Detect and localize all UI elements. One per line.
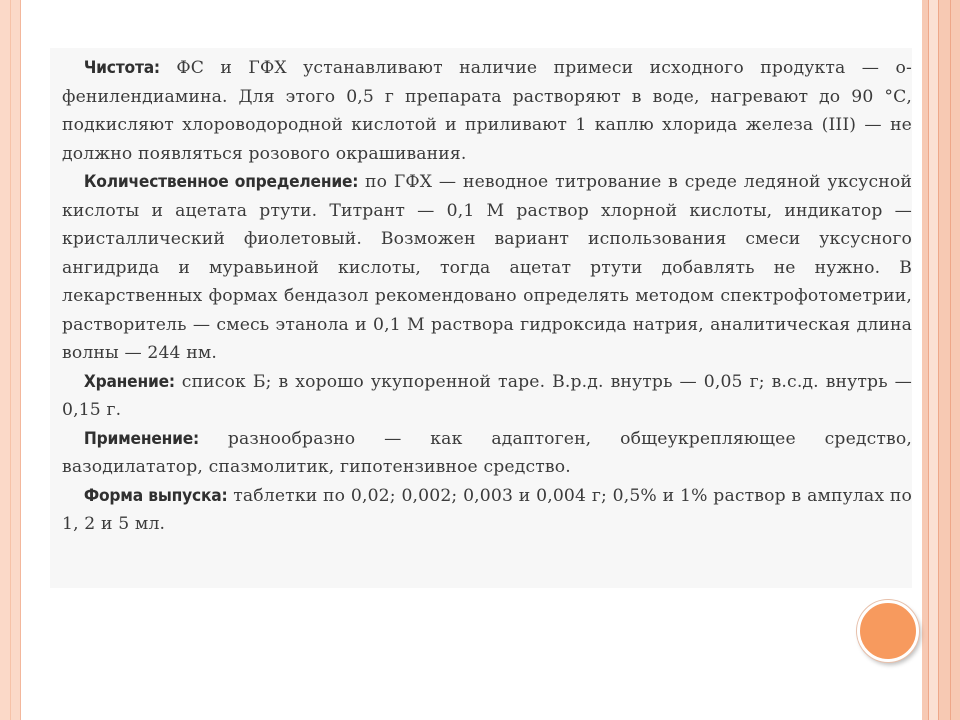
heading-purity: Чистота: — [83, 58, 160, 78]
paragraph-application — [62, 425, 912, 482]
paragraph-assay — [62, 168, 912, 368]
right-decorative-border — [922, 0, 960, 720]
text-storage: список Б; в хорошо укупоренной таре. В.р.д. внутрь — 0,05 г; в.с.д. внутрь — 0,15 г. — [62, 371, 912, 420]
heading-dosage-form: Форма выпуска: — [83, 485, 228, 506]
text-application: разнообразно — как адаптоген, общеукрепляющее средство, вазодилататор, спазмолитик, гипотензивное средство. — [62, 428, 912, 477]
document-text — [62, 54, 912, 539]
paragraph-purity — [62, 54, 912, 168]
text-purity: ФС и ГФХ устанавливают наличие примеси исходного продукта — о-фенилендиамина. Для этого 0,5 г препарата растворяют в воде, нагревают до 90 °С, подкисляют хлороводородной кислотой и приливают 1 каплю хлорида железа (III) — не должно появляться розового окрашивания. — [62, 58, 912, 164]
orange-circle-decoration — [857, 600, 919, 662]
heading-storage: Хранение: — [83, 371, 175, 392]
left-decorative-border — [0, 0, 21, 720]
paragraph-storage — [62, 368, 912, 425]
text-assay: по ГФХ — неводное титрование в среде ледяной уксусной кислоты и ацетата ртути. Титрант — 0,1 М раствор хлорной кислоты, индикатор — кристаллический фиолетовый. Возможен вариант использования смеси уксусного ангидрида и муравьиной кислоты, тогда ацетат ртути добавлять не нужно. В лекарственных формах бендазол рекомендовано определять методом спектрофотометрии, растворитель — смесь этанола и 0,1 М раствора гидроксида натрия, аналитическая длина волны — 244 нм. — [62, 172, 912, 363]
text-dosage-form: таблетки по 0,02; 0,002; 0,003 и 0,004 г; 0,5% и 1% раствор в ампулах по 1, 2 и 5 мл. — [62, 485, 912, 534]
heading-application: Применение: — [83, 428, 200, 449]
heading-assay: Количественное определение: — [83, 172, 359, 192]
paragraph-dosage-form — [62, 482, 912, 539]
